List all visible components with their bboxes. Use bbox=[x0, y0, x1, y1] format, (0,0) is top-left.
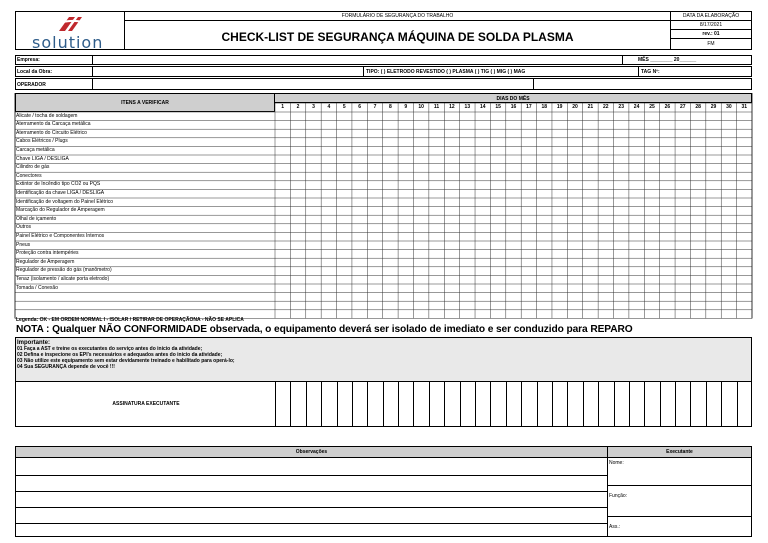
signature-cell[interactable] bbox=[398, 382, 413, 427]
signature-cell[interactable] bbox=[460, 382, 475, 427]
importante-title: Importante: bbox=[17, 340, 50, 346]
day-number: 20 bbox=[572, 104, 578, 110]
day-number: 11 bbox=[433, 104, 440, 110]
funcao-label[interactable]: Função: bbox=[609, 493, 628, 499]
signature-cell[interactable] bbox=[321, 382, 336, 427]
checklist-item-label: Painel Elétrico e Componentes Internos bbox=[16, 232, 105, 239]
day-number: 9 bbox=[404, 104, 408, 110]
signature-cell[interactable] bbox=[567, 382, 582, 427]
day-number: 27 bbox=[679, 104, 686, 110]
signature-cell[interactable] bbox=[675, 382, 690, 427]
day-number: 1 bbox=[281, 104, 285, 110]
day-number: 31 bbox=[741, 104, 748, 110]
top-label: FORMULÁRIO DE SEGURANÇA DO TRABALHO bbox=[341, 13, 454, 19]
days-header-label: DIAS DO MÊS bbox=[496, 96, 530, 102]
rev-label: rev.: 01 bbox=[702, 31, 720, 37]
checklist-item-label: Aterramento da Carcaça metálica bbox=[16, 121, 91, 128]
importante-line-3: 03 Não utilize este equipamento sem estar devidamente treinado e habilitado para operá-lo; bbox=[17, 358, 235, 364]
day-number: 4 bbox=[327, 104, 331, 110]
empresa-label: Empresa: bbox=[17, 57, 40, 63]
day-number: 14 bbox=[479, 104, 486, 110]
day-number: 8 bbox=[389, 104, 392, 110]
obs-header bbox=[15, 446, 608, 458]
day-number: 7 bbox=[373, 104, 377, 110]
signature-cell[interactable] bbox=[429, 382, 444, 427]
mes-field[interactable]: MÊS ________ 20______ bbox=[638, 57, 697, 63]
ass-label[interactable]: Ass.: bbox=[609, 524, 621, 530]
signature-cell[interactable] bbox=[413, 382, 428, 427]
day-number: 2 bbox=[296, 104, 300, 110]
importante-box bbox=[15, 337, 752, 382]
checklist-item-label: Regulador de Amperagem bbox=[16, 258, 75, 265]
checklist-item-label: Chave LIGA / DESLIGA bbox=[16, 155, 69, 162]
day-number: 30 bbox=[726, 104, 732, 110]
signature-cell[interactable] bbox=[614, 382, 629, 427]
obs-area[interactable] bbox=[15, 458, 608, 537]
signature-cell[interactable] bbox=[537, 382, 552, 427]
importante-line-2: 02 Defina e inspecione os EPI's necessários e adequados antes do início da atividade; bbox=[17, 352, 223, 358]
checklist-item-label: Regulador de pressão do gás (manômetro) bbox=[16, 267, 112, 274]
checklist-item-label: Cilindro de gás bbox=[16, 164, 50, 171]
day-number: 28 bbox=[695, 104, 701, 110]
day-number: 24 bbox=[633, 104, 640, 110]
obs-label: Observações bbox=[295, 449, 328, 455]
signature-cell[interactable] bbox=[490, 382, 505, 427]
signature-cell[interactable] bbox=[629, 382, 644, 427]
checklist-item-label: Identificação de voltagem do Painel Elétrico bbox=[16, 198, 114, 205]
signature-cell[interactable] bbox=[337, 382, 352, 427]
day-number: 17 bbox=[526, 104, 532, 110]
date-value: 8/17/2021 bbox=[699, 22, 723, 28]
day-number: 26 bbox=[664, 104, 671, 110]
signature-cell[interactable] bbox=[660, 382, 675, 427]
checklist-item-label: Tomada / Conexão bbox=[16, 284, 58, 291]
checklist-item-label: Aterramento do Circuito Elétrico bbox=[16, 129, 87, 136]
day-number: 19 bbox=[556, 104, 563, 110]
checklist-item-label: Tenaz (isolamento / alicate porta eletrodo) bbox=[16, 275, 110, 282]
day-number: 16 bbox=[510, 104, 517, 110]
day-number: 6 bbox=[358, 104, 361, 110]
checklist-item-label: Olhal de içamento bbox=[16, 215, 57, 222]
checklist-item-label: Cabos Elétricos / Plugs bbox=[16, 138, 68, 145]
signature-cell[interactable] bbox=[583, 382, 598, 427]
nome-label[interactable]: Nome: bbox=[609, 460, 624, 466]
day-number: 22 bbox=[603, 104, 609, 110]
signature-cell[interactable] bbox=[690, 382, 705, 427]
tag-field[interactable]: TAG Nº: bbox=[641, 69, 660, 75]
signature-cell[interactable] bbox=[475, 382, 490, 427]
signature-cell[interactable] bbox=[383, 382, 398, 427]
nota-text: NOTA : Qualquer NÃO CONFORMIDADE observada, o equipamento deverá ser isolado de imediato e ser conduzido para REPARO bbox=[16, 324, 633, 335]
fm-label: FM bbox=[707, 41, 715, 47]
checklist-item-label: Extintor de Incêndio tipo CO2 ou PQS bbox=[16, 181, 101, 188]
signature-cell[interactable] bbox=[444, 382, 459, 427]
signature-label: ASSINATURA EXECUTANTE bbox=[112, 401, 180, 407]
checklist-item-label: Conectores bbox=[16, 172, 42, 179]
signature-cell[interactable] bbox=[737, 382, 752, 427]
legend: Legenda: OK - EM ORDEM NORMAL I - ISOLAR / RETIRAR DE OPERAÇÃONA - NÃO SE APLICA bbox=[16, 317, 244, 323]
day-number: 18 bbox=[541, 104, 548, 110]
checklist-item-label: Marcação do Regulador de Amperagem bbox=[16, 207, 105, 214]
day-number: 5 bbox=[342, 104, 346, 110]
signature-cell[interactable] bbox=[367, 382, 382, 427]
day-number: 29 bbox=[710, 104, 717, 110]
checklist-item-label: Pneus bbox=[16, 241, 31, 248]
checklist-item-label: Proteção contra intempéries bbox=[16, 250, 79, 257]
importante-line-1: 01 Faça a AST e treine os executantes do serviço antes do início da atividade; bbox=[17, 346, 203, 352]
signature-cell[interactable] bbox=[275, 382, 290, 427]
signature-cell[interactable] bbox=[521, 382, 536, 427]
signature-cell[interactable] bbox=[290, 382, 305, 427]
local-label: Local da Obra: bbox=[17, 69, 53, 75]
day-number: 21 bbox=[587, 104, 594, 110]
day-number: 3 bbox=[312, 104, 315, 110]
signature-cell[interactable] bbox=[706, 382, 721, 427]
importante-line-4: 04 Sua SEGURANÇA depende de você !!! bbox=[17, 364, 115, 370]
tipo-field[interactable]: TIPO: ( ) ELETRODO REVESTIDO ( ) PLASMA ( ) TIG ( ) MIG ( ) MAG bbox=[366, 69, 526, 75]
signature-cell[interactable] bbox=[552, 382, 567, 427]
day-number: 23 bbox=[618, 104, 624, 110]
signature-cell[interactable] bbox=[306, 382, 321, 427]
checklist-item-label: Outros bbox=[16, 224, 32, 231]
executante-header bbox=[608, 446, 752, 458]
signature-cell[interactable] bbox=[598, 382, 613, 427]
day-number: 15 bbox=[495, 104, 501, 110]
signature-cell[interactable] bbox=[506, 382, 521, 427]
day-number: 13 bbox=[464, 104, 471, 110]
signature-cell[interactable] bbox=[352, 382, 367, 427]
checklist-item-label: Alicate / tocha de soldagem bbox=[16, 112, 78, 119]
executante-area bbox=[608, 458, 752, 537]
checklist-item-label: Carcaça metálica bbox=[16, 146, 55, 153]
day-number: 25 bbox=[649, 104, 655, 110]
signature-cell[interactable] bbox=[644, 382, 659, 427]
operador-label: OPERADOR bbox=[17, 82, 46, 88]
day-number: 10 bbox=[418, 104, 424, 110]
logo-text: solution bbox=[32, 33, 104, 52]
signature-cell[interactable] bbox=[721, 382, 736, 427]
day-number: 12 bbox=[449, 104, 455, 110]
executante-label: Executante bbox=[666, 449, 693, 455]
page-title: CHECK-LIST DE SEGURANÇA MÁQUINA DE SOLDA PLASMA bbox=[221, 30, 574, 44]
items-header-label: ITENS A VERIFICAR bbox=[121, 100, 169, 106]
checklist-item-label: Identificação da chave LIGA / DESLIGA bbox=[16, 189, 105, 196]
date-label: DATA DA ELABORAÇÃO bbox=[682, 13, 740, 19]
